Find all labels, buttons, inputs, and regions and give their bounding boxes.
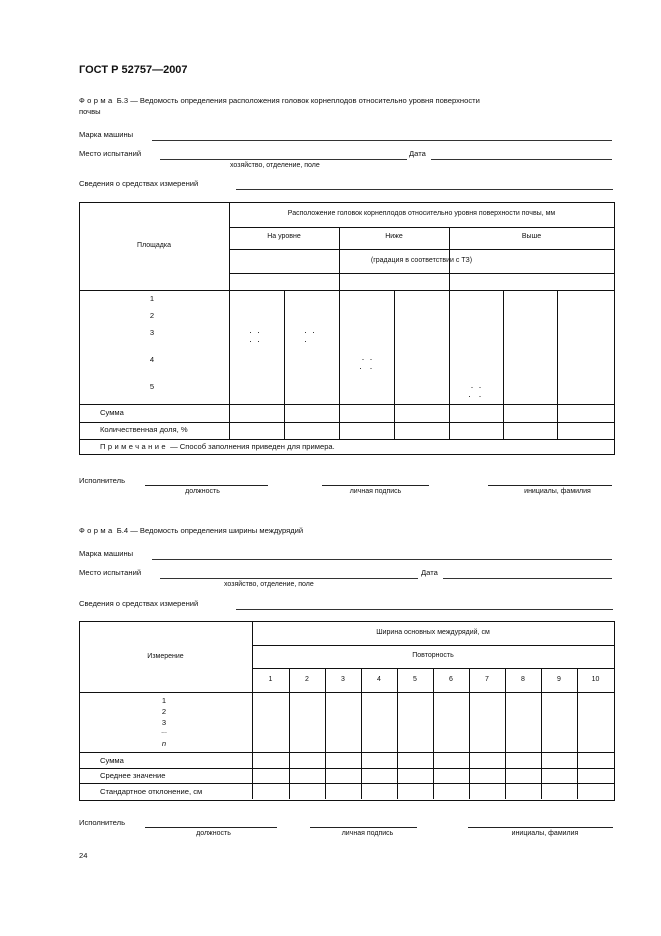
b4-row-label: n bbox=[161, 739, 167, 748]
b3-note-text: — Способ заполнения приведен для примера. bbox=[170, 442, 335, 451]
form-b4-means-label: Сведения о средствах измерений bbox=[79, 599, 199, 608]
form-b3-means-field[interactable] bbox=[236, 179, 613, 190]
form-b4-date-label: Дата bbox=[421, 568, 438, 577]
b4-position-field[interactable] bbox=[145, 827, 277, 828]
form-b3-word: Форма bbox=[79, 96, 115, 105]
b4-repeat-number: 1 bbox=[268, 676, 273, 683]
b3-area-header: Площадка bbox=[137, 242, 171, 249]
form-b3-caption-cont: почвы bbox=[79, 107, 101, 116]
example-dots: · · · bbox=[304, 327, 315, 346]
b3-level-below: Ниже bbox=[385, 233, 403, 240]
example-dots: · · · · bbox=[359, 354, 373, 373]
form-b4-machine-label: Марка машины bbox=[79, 549, 134, 558]
b4-repeat-number: 7 bbox=[485, 676, 489, 683]
form-b3-machine-label: Марка машины bbox=[79, 130, 134, 139]
b3-signature-caption: личная подпись bbox=[349, 488, 402, 495]
b4-repeat-number: 2 bbox=[305, 676, 309, 683]
example-dots: · · · · bbox=[468, 382, 482, 401]
b4-row-label: 1 bbox=[161, 696, 167, 705]
b4-name-caption: инициалы, фамилия bbox=[511, 830, 579, 837]
b4-repeat-number: 5 bbox=[413, 676, 417, 683]
form-b3-place-label: Место испытаний bbox=[79, 149, 142, 158]
b4-repeat-number: 6 bbox=[449, 676, 453, 683]
b3-row-label: 3 bbox=[149, 328, 155, 337]
b4-width-header: Ширина основных междурядий, см bbox=[376, 629, 490, 636]
form-b3-date-field[interactable] bbox=[431, 149, 612, 160]
form-b3-machine-field[interactable] bbox=[152, 130, 612, 141]
b4-mean-label: Среднее значение bbox=[100, 771, 166, 780]
form-b3-place-sub: хозяйство, отделение, поле bbox=[230, 162, 320, 169]
standard-header: ГОСТ Р 52757—2007 bbox=[79, 64, 188, 76]
b3-row-label: 1 bbox=[149, 294, 155, 303]
b3-position-field[interactable] bbox=[145, 485, 268, 486]
b4-measure-header: Измерение bbox=[147, 653, 184, 660]
b4-position-caption: должность bbox=[196, 830, 231, 837]
b3-row-label: 4 bbox=[149, 355, 155, 364]
form-b3-place-field[interactable] bbox=[160, 149, 407, 160]
page-number: 24 bbox=[79, 851, 88, 860]
b4-std-label: Стандартное отклонение, см bbox=[100, 787, 203, 796]
b4-executor-label: Исполнитель bbox=[79, 818, 126, 827]
form-b4-word: Форма bbox=[79, 526, 115, 535]
b4-repeat-number: 10 bbox=[591, 676, 600, 683]
b3-name-caption: инициалы, фамилия bbox=[524, 488, 591, 495]
form-b4-date-field[interactable] bbox=[443, 568, 612, 579]
b3-note-word: Примечание bbox=[100, 442, 168, 451]
b4-repeat-number: 8 bbox=[521, 676, 525, 683]
b4-signature-field[interactable] bbox=[310, 827, 417, 828]
form-b4-means-field[interactable] bbox=[236, 599, 613, 610]
b3-executor-label: Исполнитель bbox=[79, 476, 126, 485]
b4-row-label: 3 bbox=[161, 718, 167, 727]
b3-position-caption: должность bbox=[185, 488, 220, 495]
form-b4-machine-field[interactable] bbox=[152, 549, 612, 560]
form-b4-place-label: Место испытаний bbox=[79, 568, 142, 577]
b3-gradation: (градация в соответствии с ТЗ) bbox=[370, 257, 473, 264]
form-b4-title: Б.4 — Ведомость определения ширины междурядий bbox=[116, 526, 304, 535]
b4-signature-caption: личная подпись bbox=[341, 830, 394, 837]
b3-group-header: Расположение головок корнеплодов относительно уровня поверхности почвы, мм bbox=[287, 210, 556, 217]
form-b4-place-sub: хозяйство, отделение, поле bbox=[224, 581, 314, 588]
b3-row-label: 2 bbox=[149, 311, 155, 320]
b3-name-field[interactable] bbox=[488, 485, 612, 486]
example-dots: · · · · bbox=[249, 327, 260, 346]
form-b4-place-field[interactable] bbox=[160, 568, 418, 579]
form-b3-means-label: Сведения о средствах измерений bbox=[79, 179, 199, 188]
b4-name-field[interactable] bbox=[468, 827, 613, 828]
b4-sum-label: Сумма bbox=[100, 756, 124, 765]
b4-repeat-number: 3 bbox=[341, 676, 345, 683]
form-b4-caption bbox=[79, 526, 303, 535]
b3-level-above: Выше bbox=[521, 233, 542, 240]
b4-repeat-number: 4 bbox=[377, 676, 381, 683]
b3-level-on: На уровне bbox=[267, 233, 301, 240]
b4-row-label: ... bbox=[161, 728, 167, 735]
form-b3-caption bbox=[79, 96, 480, 105]
b4-row-label: 2 bbox=[161, 707, 167, 716]
b4-repeat-number: 9 bbox=[557, 676, 561, 683]
b3-share-label: Количественная доля, % bbox=[100, 425, 188, 434]
form-b3-title: Б.3 — Ведомость определения расположения головок корнеплодов относительно уровня поверхности bbox=[116, 96, 480, 105]
b3-note bbox=[100, 442, 335, 451]
b3-signature-field[interactable] bbox=[322, 485, 429, 486]
form-b3-date-label: Дата bbox=[409, 149, 426, 158]
b3-row-label: 5 bbox=[149, 382, 155, 391]
b3-sum-label: Сумма bbox=[100, 408, 124, 417]
b4-repeat-header: Повторность bbox=[412, 652, 454, 659]
